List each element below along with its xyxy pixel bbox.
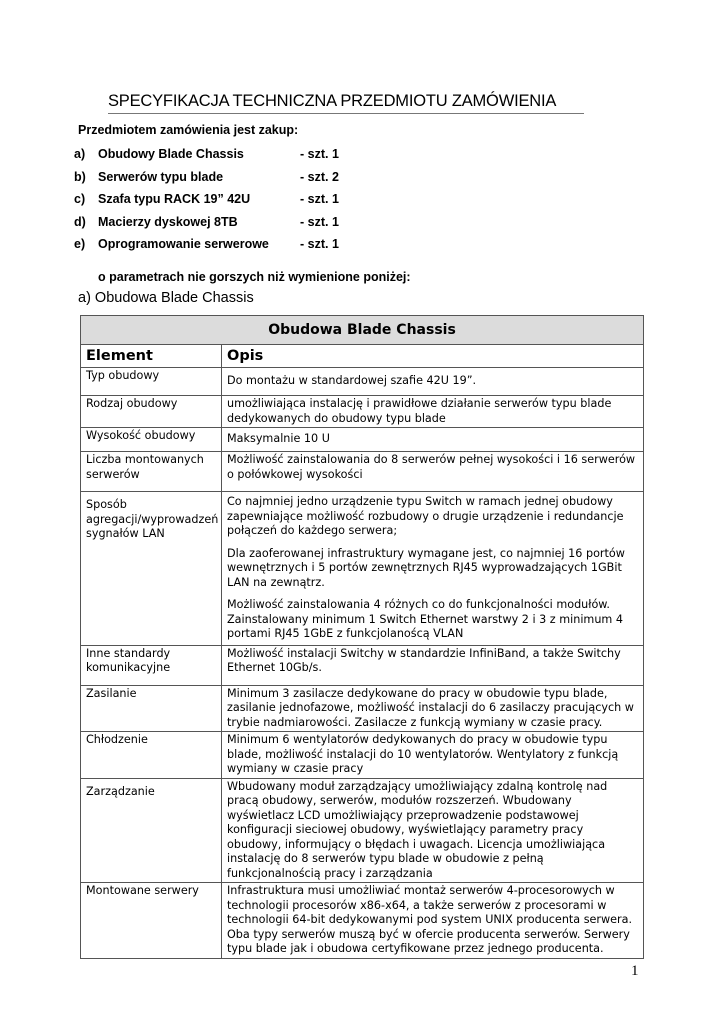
description-paragraph: Wbudowany moduł zarządzający umożliwiający zdalną kontrolę nad pracą obudowy, serwerów, modułów rozszerzeń. Wbudowany wyświetlacz LCD umożliwiający przeprowadzenie podstawowej konfiguracji sieciowej obudowy, wyświetlający parametry pracy obudowy, informujący o błędach i uwagach. Licencja umożliwiająca instalację do 8 serwerów typu blade w obudowie z pełną funkcjonalnością pracy i zarządzania — [227, 779, 608, 880]
table-caption: Obudowa Blade Chassis — [81, 316, 644, 345]
description-paragraph: Możliwość instalacji Switchy w standardzie InfiniBand, a także Switchy Ethernet 10Gb/s. — [227, 646, 621, 674]
order-item-letter: a) — [74, 147, 86, 161]
description-paragraph: Dla zaoferowanej infrastruktury wymagane jest, co najmniej 16 portów wewnętrznych i 5 portów zewnętrznych RJ45 wyprowadzających 1GBit LAN na zewnątrz. — [227, 546, 625, 589]
order-item-letter: b) — [74, 169, 86, 184]
spec-table — [80, 315, 644, 959]
description-paragraph: Infrastruktura musi umożliwiać montaż serwerów 4-procesorowych w technologii procesorów x86-x64, a także serwerów z procesorami w technologii 64-bit dedykowanymi pod system UNIX producenta serwera. Oba typy serwerów muszą być w ofercie producenta serwerów. Serwery typu blade jak i obudowa certyfikowane przez jednego producenta. — [227, 884, 633, 955]
intro-text: Przedmiotem zamówienia jest zakup: — [78, 123, 299, 137]
table-row — [81, 778, 644, 883]
column-header-opis: Opis — [222, 345, 644, 368]
row-element: Chłodzenie — [81, 732, 222, 779]
description-paragraph: Minimum 3 zasilacze dedykowane do pracy w obudowie typu blade, zasilanie jednofazowe, możliwość instalacji do 6 zasilaczy pracujących w trybie nadmiarowości. Zasilacze z funkcją wymiany w czasie pracy. — [227, 686, 634, 729]
order-item-qty: - szt. 1 — [300, 214, 339, 229]
order-item-qty: - szt. 1 — [300, 147, 339, 161]
row-description — [222, 452, 644, 492]
order-item-name: Macierzy dyskowej 8TB — [98, 214, 238, 229]
table-row — [81, 396, 644, 428]
table-caption-row — [81, 316, 644, 345]
row-description — [222, 778, 644, 883]
order-item-letter: d) — [74, 214, 86, 229]
table-row — [81, 368, 644, 396]
order-item-qty: - szt. 1 — [300, 237, 339, 252]
order-item-name: Szafa typu RACK 19” 42U — [98, 192, 251, 207]
row-element: Typ obudowy — [81, 368, 222, 396]
order-item — [74, 215, 494, 238]
row-element: Zasilanie — [81, 685, 222, 732]
row-description — [222, 883, 644, 959]
row-element: Sposób agregacji/wyprowadzeń sygnałów LAN — [81, 492, 222, 646]
params-note: o parametrach nie gorszych niż wymienione poniżej: — [98, 270, 411, 284]
page-title: SPECYFIKACJA TECHNICZNA PRZEDMIOTU ZAMÓWIENIA — [108, 92, 584, 114]
description-paragraph: Co najmniej jedno urządzenie typu Switch w ramach jednej obudowy zapewniające możliwość rozbudowy o drugie urządzenie i redundancje połączeń do każdego serwera; — [227, 495, 624, 537]
order-item — [74, 237, 494, 260]
order-item-name: Obudowy Blade Chassis — [98, 147, 244, 161]
table-row — [81, 883, 644, 959]
row-element: Inne standardy komunikacyjne — [81, 645, 222, 685]
order-item-qty: - szt. 1 — [300, 192, 339, 207]
order-item — [74, 192, 494, 215]
table-row — [81, 732, 644, 779]
table-row — [81, 428, 644, 452]
table-row — [81, 685, 644, 732]
row-description — [222, 685, 644, 732]
section-heading: a) Obudowa Blade Chassis — [78, 290, 254, 306]
table-row — [81, 645, 644, 685]
page-number: 1 — [631, 963, 639, 979]
description-paragraph: Możliwość zainstalowania do 8 serwerów pełnej wysokości i 16 serwerów o połówkowej wysokości — [227, 453, 636, 481]
row-description — [222, 492, 644, 646]
row-element: Rodzaj obudowy — [81, 396, 222, 428]
row-description — [222, 396, 644, 428]
row-element: Liczba montowanych serwerów — [81, 452, 222, 492]
row-element: Zarządzanie — [81, 778, 222, 883]
order-item-qty: - szt. 2 — [300, 169, 339, 184]
row-description — [222, 428, 644, 452]
table-row — [81, 452, 644, 492]
table-row — [81, 492, 644, 646]
order-item-name: Serwerów typu blade — [98, 169, 224, 184]
row-element: Wysokość obudowy — [81, 428, 222, 452]
row-description — [222, 645, 644, 685]
description-paragraph: umożliwiająca instalację i prawidłowe działanie serwerów typu blade dedykowanych do obudowy typu blade — [227, 397, 612, 425]
description-paragraph: Minimum 6 wentylatorów dedykowanych do pracy w obudowie typu blade, możliwość instalacji do 10 wentylatorów. Wentylatory z funkcją wymiany w czasie pracy — [227, 733, 619, 775]
order-list — [74, 147, 494, 260]
description-paragraph: Do montażu w standardowej szafie 42U 19”. — [227, 374, 477, 388]
description-paragraph: Maksymalnie 10 U — [227, 432, 330, 446]
row-description — [222, 732, 644, 779]
order-item-name: Oprogramowanie serwerowe — [98, 237, 269, 252]
row-description — [222, 368, 644, 396]
order-item — [74, 170, 494, 193]
row-element: Montowane serwery — [81, 883, 222, 959]
order-item-letter: c) — [74, 192, 86, 207]
description-paragraph: Możliwość zainstalowania 4 różnych co do funkcjonalności modułów. Zainstalowany minimum 1 Switch Ethernet warstwy 2 i 3 z minimum 4 portami RJ45 1GbE z funkcjolanoścą VLAN — [227, 598, 623, 640]
column-header-element: Element — [81, 345, 222, 368]
order-item-letter: e) — [74, 237, 86, 252]
order-item — [74, 147, 494, 170]
table-header-row — [81, 345, 644, 368]
